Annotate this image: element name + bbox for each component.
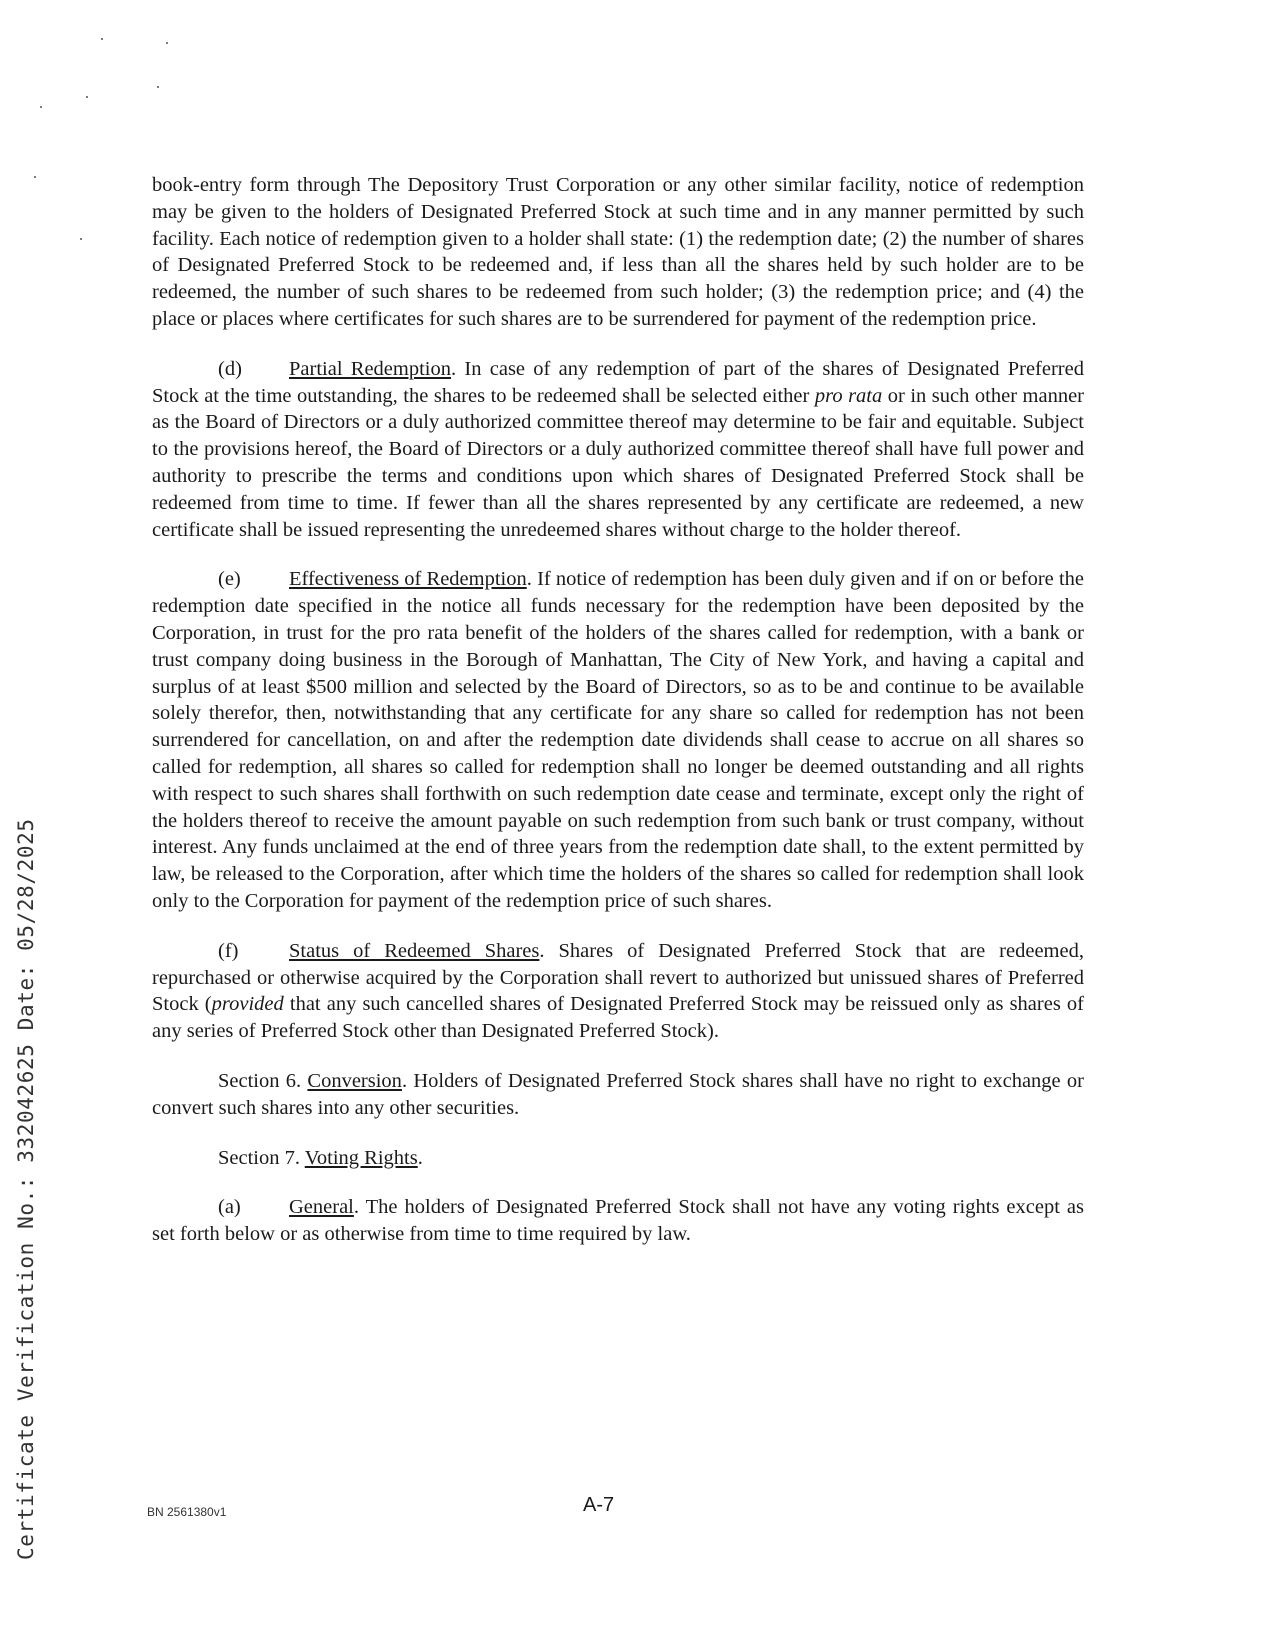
paragraph-partial-redemption: (d) Partial Redemption. In case of any redemption of part of the shares of Designated Preferred Stock at the time outstanding, the shares to be redeemed shall be selected either pro rata or in such other manner as the Board of Directors or a duly authorized committee thereof may determine to be fair and equitable. Subject to the provisions hereof, the Board of Directors or a duly authorized committee thereof shall have full power and authority to prescribe the terms and conditions upon which shares of Designated Preferred Stock shall be redeemed from time to time. If fewer than all the shares represented by any certificate are redeemed, a new certificate shall be issued representing the unredeemed shares without charge to the holder thereof. xyxy=(152,357,1084,541)
paragraph-effectiveness-of-redemption: (e) Effectiveness of Redemption. If notice of redemption has been duly given and if on or before the redemption date specified in the notice all funds necessary for the redemption have been deposited by the Corporation, in trust for the pro rata benefit of the holders of the shares called for redemption, with a bank or trust company doing business in the Borough of Manhattan, The City of New York, and having a capital and surplus of at least $500 million and selected by the Board of Directors, so as to be and continue to be available solely therefor, then, notwithstanding that any certificate for any share so called for redemption has not been surrendered for cancellation, on and after the redemption date dividends shall cease to accrue on all shares so called for redemption, all shares so called for redemption shall no longer be deemed outstanding and all rights with respect to such shares shall forthwith on such redemption date cease and terminate, except only the right of the holders thereof to receive the amount payable on such redemption from such bank or trust company, without interest. Any funds unclaimed at the end of three years from the redemption date shall, to the extent permitted by law, be released to the Corporation, after which time the holders of the shares so called for redemption shall look only to the Corporation for payment of the redemption price of such shares. xyxy=(152,568,1084,912)
paragraph-redemption-notice: book-entry form through The Depository Trust Corporation or any other similar facility, notice of redemption may be given to the holders of Designated Preferred Stock at such time and in any manner permitted by such facility. Each notice of redemption given to a holder shall state: (1) the redemption date; (2) the number of shares of Designated Preferred Stock to be redeemed and, if less than all the shares held by such holder are to be redeemed, the number of such shares to be redeemed from such holder; (3) the redemption price; and (4) the place or places where certificates for such shares are to be surrendered for payment of the redemption price. xyxy=(152,174,1084,330)
clause-heading: Partial Redemption xyxy=(289,357,451,380)
clause-label: (f) xyxy=(218,939,239,962)
scan-speck xyxy=(86,96,88,98)
clause-heading: Status of Redeemed Shares xyxy=(289,939,540,962)
scan-speck xyxy=(34,176,36,178)
paragraph-section-7-voting-rights: Section 7. Voting Rights. xyxy=(218,1146,423,1169)
paragraph-status-of-redeemed-shares: (f) Status of Redeemed Shares. Shares of Designated Preferred Stock that are redeemed, repurchased or otherwise acquired by the Corporation shall revert to authorized but unissued shares of Preferred Stock (provided that any such cancelled shares of Designated Preferred Stock may be reissued only as shares of any series of Preferred Stock other than Designated Preferred Stock). xyxy=(152,939,1084,1043)
section-prefix: Section 6. xyxy=(218,1069,308,1092)
section-heading: Conversion xyxy=(307,1069,402,1092)
page-number: A-7 xyxy=(583,1494,615,1516)
scan-speck xyxy=(101,38,103,40)
document-body xyxy=(152,172,1084,1248)
paragraph-section-6-conversion: Section 6. Conversion. Holders of Designated Preferred Stock shares shall have no right to exchange or convert such shares into any other securities. xyxy=(152,1069,1084,1119)
scan-speck xyxy=(157,86,159,88)
clause-label: (a) xyxy=(218,1196,241,1219)
scan-speck xyxy=(166,42,168,44)
clause-label: (e) xyxy=(218,568,241,591)
certificate-verification-stamp: Certificate Verification No.: 332042625 Date: 05/28/2025 xyxy=(14,818,38,1560)
paragraph-general: (a) General. The holders of Designated Preferred Stock shall not have any voting rights except as set forth below or as otherwise from time to time required by law. xyxy=(152,1196,1084,1246)
section-prefix: Section 7. xyxy=(218,1146,305,1169)
clause-heading: General xyxy=(289,1196,354,1219)
italic-term: provided xyxy=(211,993,284,1016)
clause-label: (d) xyxy=(218,357,242,380)
scan-speck xyxy=(80,238,82,240)
document-code: BN 2561380v1 xyxy=(147,1505,227,1519)
clause-heading: Effectiveness of Redemption xyxy=(289,568,527,591)
italic-term: pro rata xyxy=(814,384,883,407)
scan-speck xyxy=(40,106,42,108)
section-heading: Voting Rights xyxy=(304,1146,418,1169)
